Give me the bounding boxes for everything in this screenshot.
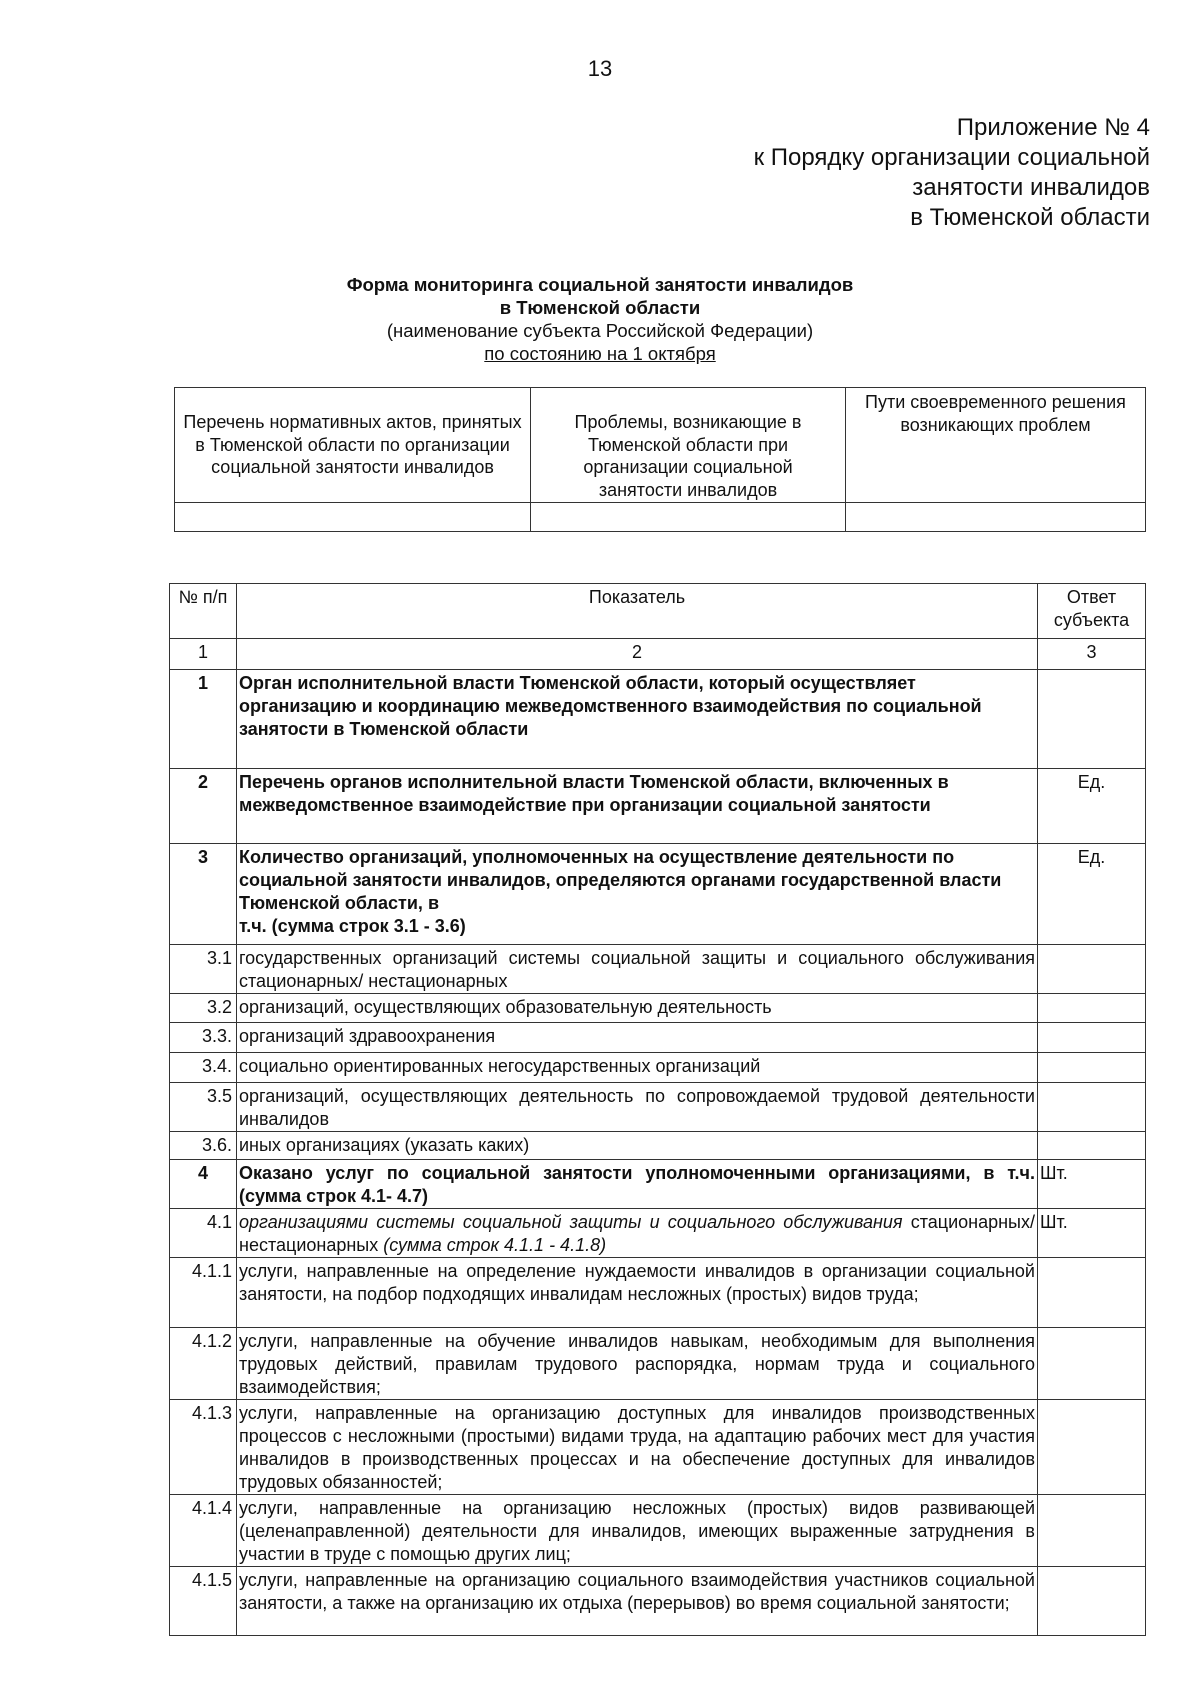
- row-number: 4: [170, 1160, 237, 1209]
- row-indicator: услуги, направленные на организацию доступных для инвалидов производственных процессов с несложными (простыми) видами труда, на адаптацию рабочих мест для участия инвалидов в производственных процессах и на обеспечение доступных для инвалидов трудовых обязанностей;: [237, 1400, 1038, 1495]
- row-answer[interactable]: [1038, 1053, 1146, 1083]
- table-row: [170, 945, 1146, 994]
- table-row: [170, 1567, 1146, 1636]
- table-row: [170, 1053, 1146, 1083]
- col-number-2: 2: [237, 639, 1038, 670]
- row-answer[interactable]: Ед.: [1038, 844, 1146, 945]
- col-number-3: 3: [1038, 639, 1146, 670]
- row-indicator: организаций, осуществляющих деятельность по сопровождаемой трудовой деятельности инвалидов: [237, 1083, 1038, 1132]
- row-number: 4.1.4: [170, 1495, 237, 1567]
- table-row: [170, 1328, 1146, 1400]
- row-indicator-sum: (сумма строк 4.1.1 - 4.1.8): [383, 1235, 607, 1255]
- row-number: 1: [170, 670, 237, 769]
- row-number: 3.1: [170, 945, 237, 994]
- row-indicator: услуги, направленные на определение нуждаемости инвалидов в организации социальной занятости, на подбор подходящих инвалидам несложных (простых) видов труда;: [237, 1258, 1038, 1328]
- column-numbering-row: [170, 639, 1146, 670]
- row-number: 3.2: [170, 994, 237, 1023]
- row-indicator: государственных организаций системы социальной защиты и социального обслуживания стационарных/ нестационарных: [237, 945, 1038, 994]
- col-answer-header: Ответ субъекта: [1038, 584, 1146, 639]
- col-num-header: № п/п: [170, 584, 237, 639]
- table-row: [170, 670, 1146, 769]
- legal-acts-cell[interactable]: [175, 503, 531, 532]
- row-number: 4.1.3: [170, 1400, 237, 1495]
- form-subtitle: (наименование субъекта Российской Федерации): [386, 320, 814, 341]
- page-number: 13: [587, 56, 613, 81]
- table-row: [170, 1083, 1146, 1132]
- row-indicator: организаций здравоохранения: [237, 1023, 1038, 1053]
- row-indicator-text: Количество организаций, уполномоченных на осуществление деятельности по социальной занятости инвалидов, определяются органами государственной власти Тюменской области, в: [239, 847, 1002, 913]
- row-indicator: организаций, осуществляющих образовательную деятельность: [237, 994, 1038, 1023]
- row-answer[interactable]: [1038, 1328, 1146, 1400]
- table-row: [170, 1258, 1146, 1328]
- indicators-header-row: [170, 584, 1146, 639]
- row-indicator: Оказано услуг по социальной занятости уполномоченными организациями, в т.ч. (сумма строк 4.1- 4.7): [237, 1160, 1038, 1209]
- row-answer[interactable]: [1038, 1400, 1146, 1495]
- legal-acts-empty-row: [175, 503, 1146, 532]
- row-indicator: иных организациях (указать каких): [237, 1132, 1038, 1160]
- appendix-line-2: к Порядку организации социальной: [753, 144, 1150, 171]
- col-number-1: 1: [170, 639, 237, 670]
- row-number: 2: [170, 769, 237, 844]
- table-row: [170, 769, 1146, 844]
- table-row: [170, 1132, 1146, 1160]
- legal-acts-col-header: Перечень нормативных актов, принятых в Тюменской области по организации социальной занятости инвалидов: [175, 388, 531, 503]
- row-number: 3.3.: [170, 1023, 237, 1053]
- table-row: [170, 1400, 1146, 1495]
- row-indicator: [237, 1209, 1038, 1258]
- legal-acts-header-row: [175, 388, 1146, 503]
- row-answer[interactable]: [1038, 670, 1146, 769]
- row-indicator: Орган исполнительной власти Тюменской области, который осуществляет организацию и координацию межведомственного взаимодействия по социальной занятости в Тюменской области: [237, 670, 1038, 769]
- table-row: [170, 1023, 1146, 1053]
- row-answer[interactable]: Ед.: [1038, 769, 1146, 844]
- row-answer[interactable]: [1038, 994, 1146, 1023]
- row-answer[interactable]: Шт.: [1038, 1160, 1146, 1209]
- appendix-line-4: в Тюменской области: [910, 204, 1150, 231]
- col-indicator-header: Показатель: [237, 584, 1038, 639]
- row-indicator-italic: организациями системы социальной защиты и социального обслуживания: [239, 1212, 903, 1232]
- form-title-line-1: Форма мониторинга социальной занятости инвалидов: [346, 274, 854, 295]
- row-answer[interactable]: [1038, 1083, 1146, 1132]
- monitoring-indicators-table: [169, 583, 1146, 1636]
- row-number: 3.5: [170, 1083, 237, 1132]
- form-date-line: по состоянию на 1 октября: [484, 343, 716, 364]
- problems-cell[interactable]: [531, 503, 846, 532]
- row-number: 4.1: [170, 1209, 237, 1258]
- row-answer[interactable]: [1038, 945, 1146, 994]
- solutions-col-header: Пути своевременного решения возникающих проблем: [846, 388, 1146, 503]
- appendix-line-1: Приложение № 4: [956, 114, 1150, 141]
- row-indicator: услуги, направленные на обучение инвалидов навыкам, необходимым для выполнения трудовых действий, правилам трудового распорядка, нормам труда и социального взаимодействия;: [237, 1328, 1038, 1400]
- row-indicator-plain: стационарных/ нестационарных: [239, 1212, 1035, 1255]
- solutions-cell[interactable]: [846, 503, 1146, 532]
- appendix-line-3: занятости инвалидов: [912, 174, 1150, 201]
- table-row: [170, 1495, 1146, 1567]
- row-answer[interactable]: [1038, 1567, 1146, 1636]
- row-number: 4.1.1: [170, 1258, 237, 1328]
- table-row: [170, 1209, 1146, 1258]
- problems-col-header: Проблемы, возникающие в Тюменской области при организации социальной занятости инвалидов: [531, 388, 846, 503]
- legal-acts-table: [174, 387, 1146, 532]
- appendix-reference: [550, 113, 1150, 233]
- table-row: [170, 994, 1146, 1023]
- row-indicator: социально ориентированных негосударственных организаций: [237, 1053, 1038, 1083]
- row-number: 3.6.: [170, 1132, 237, 1160]
- row-indicator: услуги, направленные на организацию несложных (простых) видов развивающей (целенаправленной) деятельности для инвалидов, имеющих выраженные затруднения в участии в труде с помощью других лиц;: [237, 1495, 1038, 1567]
- row-indicator: [237, 844, 1038, 945]
- row-indicator: услуги, направленные на организацию социального взаимодействия участников социальной занятости, а также на организацию их отдыха (перерывов) во время социальной занятости;: [237, 1567, 1038, 1636]
- table-row: [170, 1160, 1146, 1209]
- form-title-line-2: в Тюменской области: [499, 297, 701, 318]
- row-number: 3: [170, 844, 237, 945]
- row-answer[interactable]: [1038, 1495, 1146, 1567]
- row-number: 4.1.2: [170, 1328, 237, 1400]
- row-indicator-sum: т.ч. (сумма строк 3.1 - 3.6): [239, 916, 466, 936]
- row-answer[interactable]: [1038, 1132, 1146, 1160]
- form-heading: [0, 273, 1200, 365]
- table-row: [170, 844, 1146, 945]
- row-answer[interactable]: Шт.: [1038, 1209, 1146, 1258]
- row-answer[interactable]: [1038, 1023, 1146, 1053]
- row-number: 3.4.: [170, 1053, 237, 1083]
- row-answer[interactable]: [1038, 1258, 1146, 1328]
- row-number: 4.1.5: [170, 1567, 237, 1636]
- row-indicator: Перечень органов исполнительной власти Тюменской области, включенных в межведомственное взаимодействие при организации социальной занятости: [237, 769, 1038, 844]
